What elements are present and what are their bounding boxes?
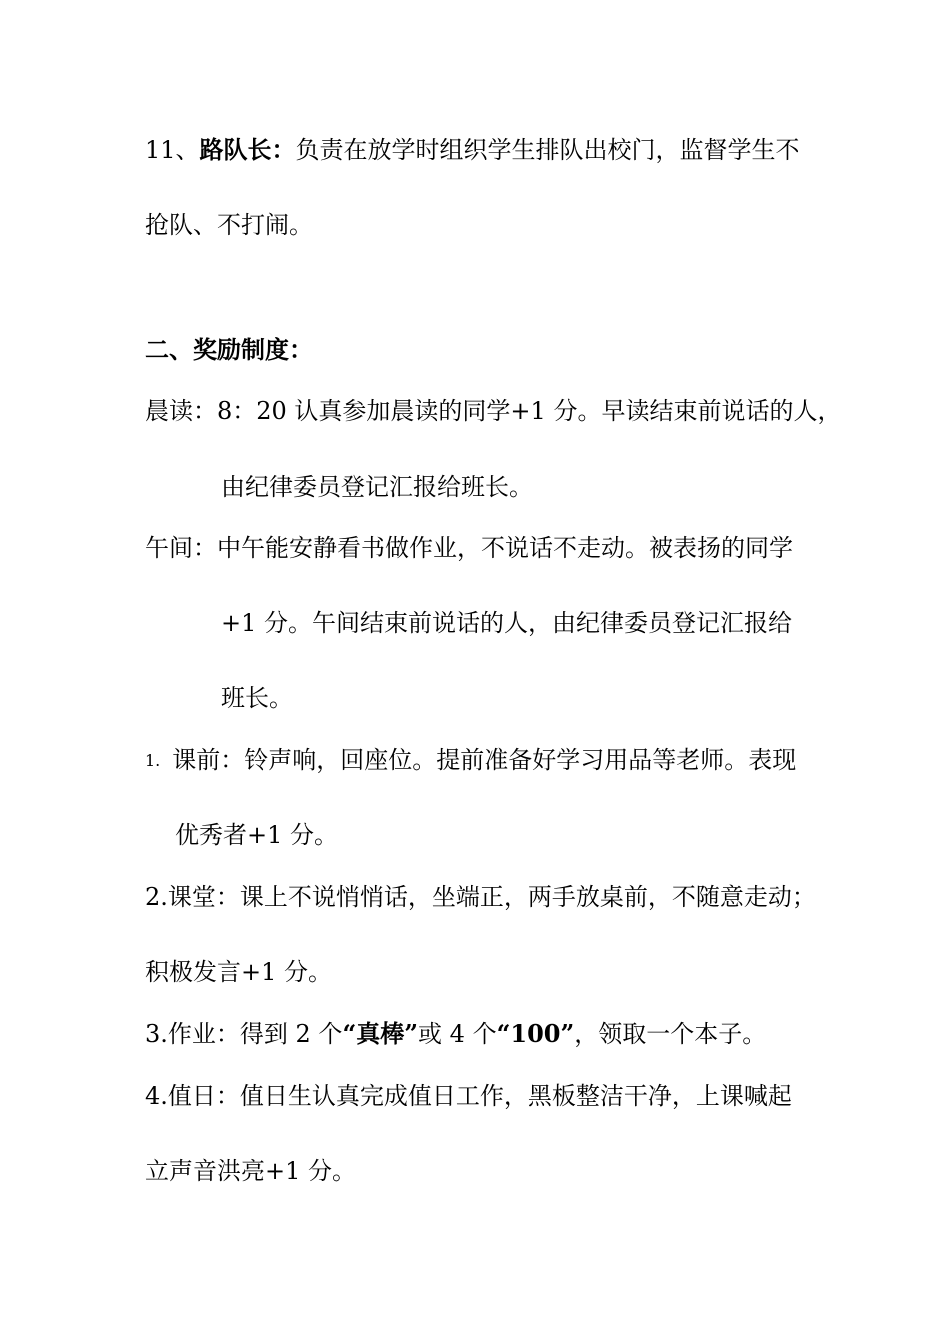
section11-line2: 抢队、不打闹。 xyxy=(145,211,313,239)
noon-line3: 班长。 xyxy=(221,684,293,712)
item2-line2: 积极发言+1 分。 xyxy=(145,958,333,986)
item3-middle: 或 4 个 xyxy=(418,1020,497,1048)
section11-num: 11、 xyxy=(145,136,200,164)
item2-line1: 2.课堂：课上不说悄悄话，坐端正，两手放桌前，不随意走动； xyxy=(145,883,816,911)
item3-quote1: “真棒” xyxy=(342,1019,419,1048)
section11-text: 负责在放学时组织学生排队出校门，监督学生不 xyxy=(295,136,800,164)
section11-line1 xyxy=(145,135,800,165)
item1-line2: 优秀者+1 分。 xyxy=(175,821,339,849)
morning-line2: 由纪律委员登记汇报给班长。 xyxy=(221,473,533,501)
item4-line1: 4.值日：值日生认真完成值日工作，黑板整洁干净，上课喊起 xyxy=(145,1082,792,1110)
morning-line1: 晨读：8：20 认真参加晨读的同学+1 分。早读结束前说话的人， xyxy=(145,397,842,425)
item1-num: 1. xyxy=(145,751,161,770)
item1-text: 课前：铃声响，回座位。提前准备好学习用品等老师。表现 xyxy=(172,746,797,774)
item4-line2: 立声音洪亮+1 分。 xyxy=(145,1157,357,1185)
item3-suffix: ，领取一个本子。 xyxy=(574,1020,767,1048)
item3-line xyxy=(145,1019,766,1049)
noon-line1: 午间：中午能安静看书做作业，不说话不走动。被表扬的同学 xyxy=(145,534,793,562)
item3-quote2: “100” xyxy=(496,1019,575,1048)
item3-prefix: 3.作业：得到 2 个 xyxy=(145,1020,343,1048)
item1-line1 xyxy=(145,745,796,776)
noon-line2: +1 分。午间结束前说话的人，由纪律委员登记汇报给 xyxy=(221,609,793,637)
section2-heading: 二、奖励制度： xyxy=(145,335,313,364)
section11-term: 路队长： xyxy=(199,135,296,164)
